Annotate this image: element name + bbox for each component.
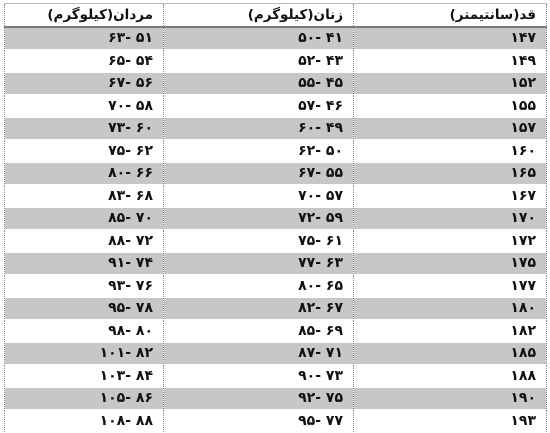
- cell-women: ۷۵ -۹۲: [164, 387, 354, 410]
- table-row: [5, 230, 547, 253]
- cell-height: ۱۵۲: [354, 72, 547, 95]
- weight-height-table-wrapper: [4, 3, 546, 433]
- table-row: [5, 297, 547, 320]
- cell-women: ۵۷ -۷۰: [164, 185, 354, 208]
- table-row: [5, 27, 547, 50]
- cell-women: ۷۷ -۹۵: [164, 410, 354, 433]
- cell-men: ۶۸ -۸۳: [5, 185, 164, 208]
- cell-height: ۱۴۹: [354, 50, 547, 73]
- cell-women: ۴۳ -۵۲: [164, 50, 354, 73]
- header-height: قد(سانتیمتر): [354, 4, 547, 27]
- cell-height: ۱۵۷: [354, 117, 547, 140]
- cell-women: ۷۳ -۹۰: [164, 365, 354, 388]
- table-row: [5, 95, 547, 118]
- cell-height: ۱۶۰: [354, 140, 547, 163]
- table-row: [5, 342, 547, 365]
- weight-height-table: [4, 3, 547, 433]
- cell-men: ۷۰ -۸۵: [5, 207, 164, 230]
- cell-height: ۱۷۵: [354, 252, 547, 275]
- cell-men: ۸۸ -۱۰۸: [5, 410, 164, 433]
- cell-women: ۴۹ -۶۰: [164, 117, 354, 140]
- cell-height: ۱۸۲: [354, 320, 547, 343]
- cell-women: ۶۱ -۷۵: [164, 230, 354, 253]
- cell-women: ۵۵ -۶۷: [164, 162, 354, 185]
- cell-height: ۱۴۷: [354, 27, 547, 50]
- cell-height: ۱۶۷: [354, 185, 547, 208]
- table-row: [5, 320, 547, 343]
- table-body: [5, 27, 547, 433]
- cell-men: ۵۸ -۷۰: [5, 95, 164, 118]
- cell-women: ۶۷ -۸۲: [164, 297, 354, 320]
- cell-height: ۱۹۳: [354, 410, 547, 433]
- cell-women: ۴۱ -۵۰: [164, 27, 354, 50]
- cell-men: ۷۲ -۸۸: [5, 230, 164, 253]
- cell-women: ۶۳ -۷۷: [164, 252, 354, 275]
- cell-women: ۶۵ -۸۰: [164, 275, 354, 298]
- table-row: [5, 207, 547, 230]
- cell-height: ۱۹۰: [354, 387, 547, 410]
- header-men: مردان(کیلوگرم): [5, 4, 164, 27]
- cell-men: ۵۱ -۶۳: [5, 27, 164, 50]
- cell-height: ۱۸۵: [354, 342, 547, 365]
- table-row: [5, 162, 547, 185]
- cell-women: ۷۱ -۸۷: [164, 342, 354, 365]
- table-row: [5, 365, 547, 388]
- cell-height: ۱۵۵: [354, 95, 547, 118]
- table-row: [5, 50, 547, 73]
- cell-women: ۴۵ -۵۵: [164, 72, 354, 95]
- header-women: زنان(کیلوگرم): [164, 4, 354, 27]
- cell-men: ۶۰ -۷۳: [5, 117, 164, 140]
- cell-men: ۵۶ -۶۷: [5, 72, 164, 95]
- cell-men: ۷۴ -۹۱: [5, 252, 164, 275]
- cell-height: ۱۸۰: [354, 297, 547, 320]
- cell-height: ۱۷۲: [354, 230, 547, 253]
- cell-height: ۱۷۰: [354, 207, 547, 230]
- cell-men: ۵۴ -۶۵: [5, 50, 164, 73]
- table-row: [5, 275, 547, 298]
- cell-men: ۷۶ -۹۳: [5, 275, 164, 298]
- cell-men: ۸۲ -۱۰۱: [5, 342, 164, 365]
- cell-height: ۱۶۵: [354, 162, 547, 185]
- table-row: [5, 72, 547, 95]
- cell-women: ۵۹ -۷۲: [164, 207, 354, 230]
- table-row: [5, 185, 547, 208]
- table-header: [5, 4, 547, 27]
- cell-men: ۸۴ -۱۰۳: [5, 365, 164, 388]
- table-row: [5, 387, 547, 410]
- table-row: [5, 410, 547, 433]
- cell-men: ۸۶ -۱۰۵: [5, 387, 164, 410]
- cell-men: ۷۸ -۹۵: [5, 297, 164, 320]
- cell-women: ۴۶ -۵۷: [164, 95, 354, 118]
- cell-height: ۱۸۸: [354, 365, 547, 388]
- cell-height: ۱۷۷: [354, 275, 547, 298]
- table-row: [5, 252, 547, 275]
- cell-men: ۸۰ -۹۸: [5, 320, 164, 343]
- cell-men: ۶۲ -۷۵: [5, 140, 164, 163]
- table-row: [5, 117, 547, 140]
- header-row: [5, 4, 547, 27]
- cell-women: ۵۰ -۶۲: [164, 140, 354, 163]
- cell-men: ۶۶ -۸۰: [5, 162, 164, 185]
- table-row: [5, 140, 547, 163]
- cell-women: ۶۹ -۸۵: [164, 320, 354, 343]
